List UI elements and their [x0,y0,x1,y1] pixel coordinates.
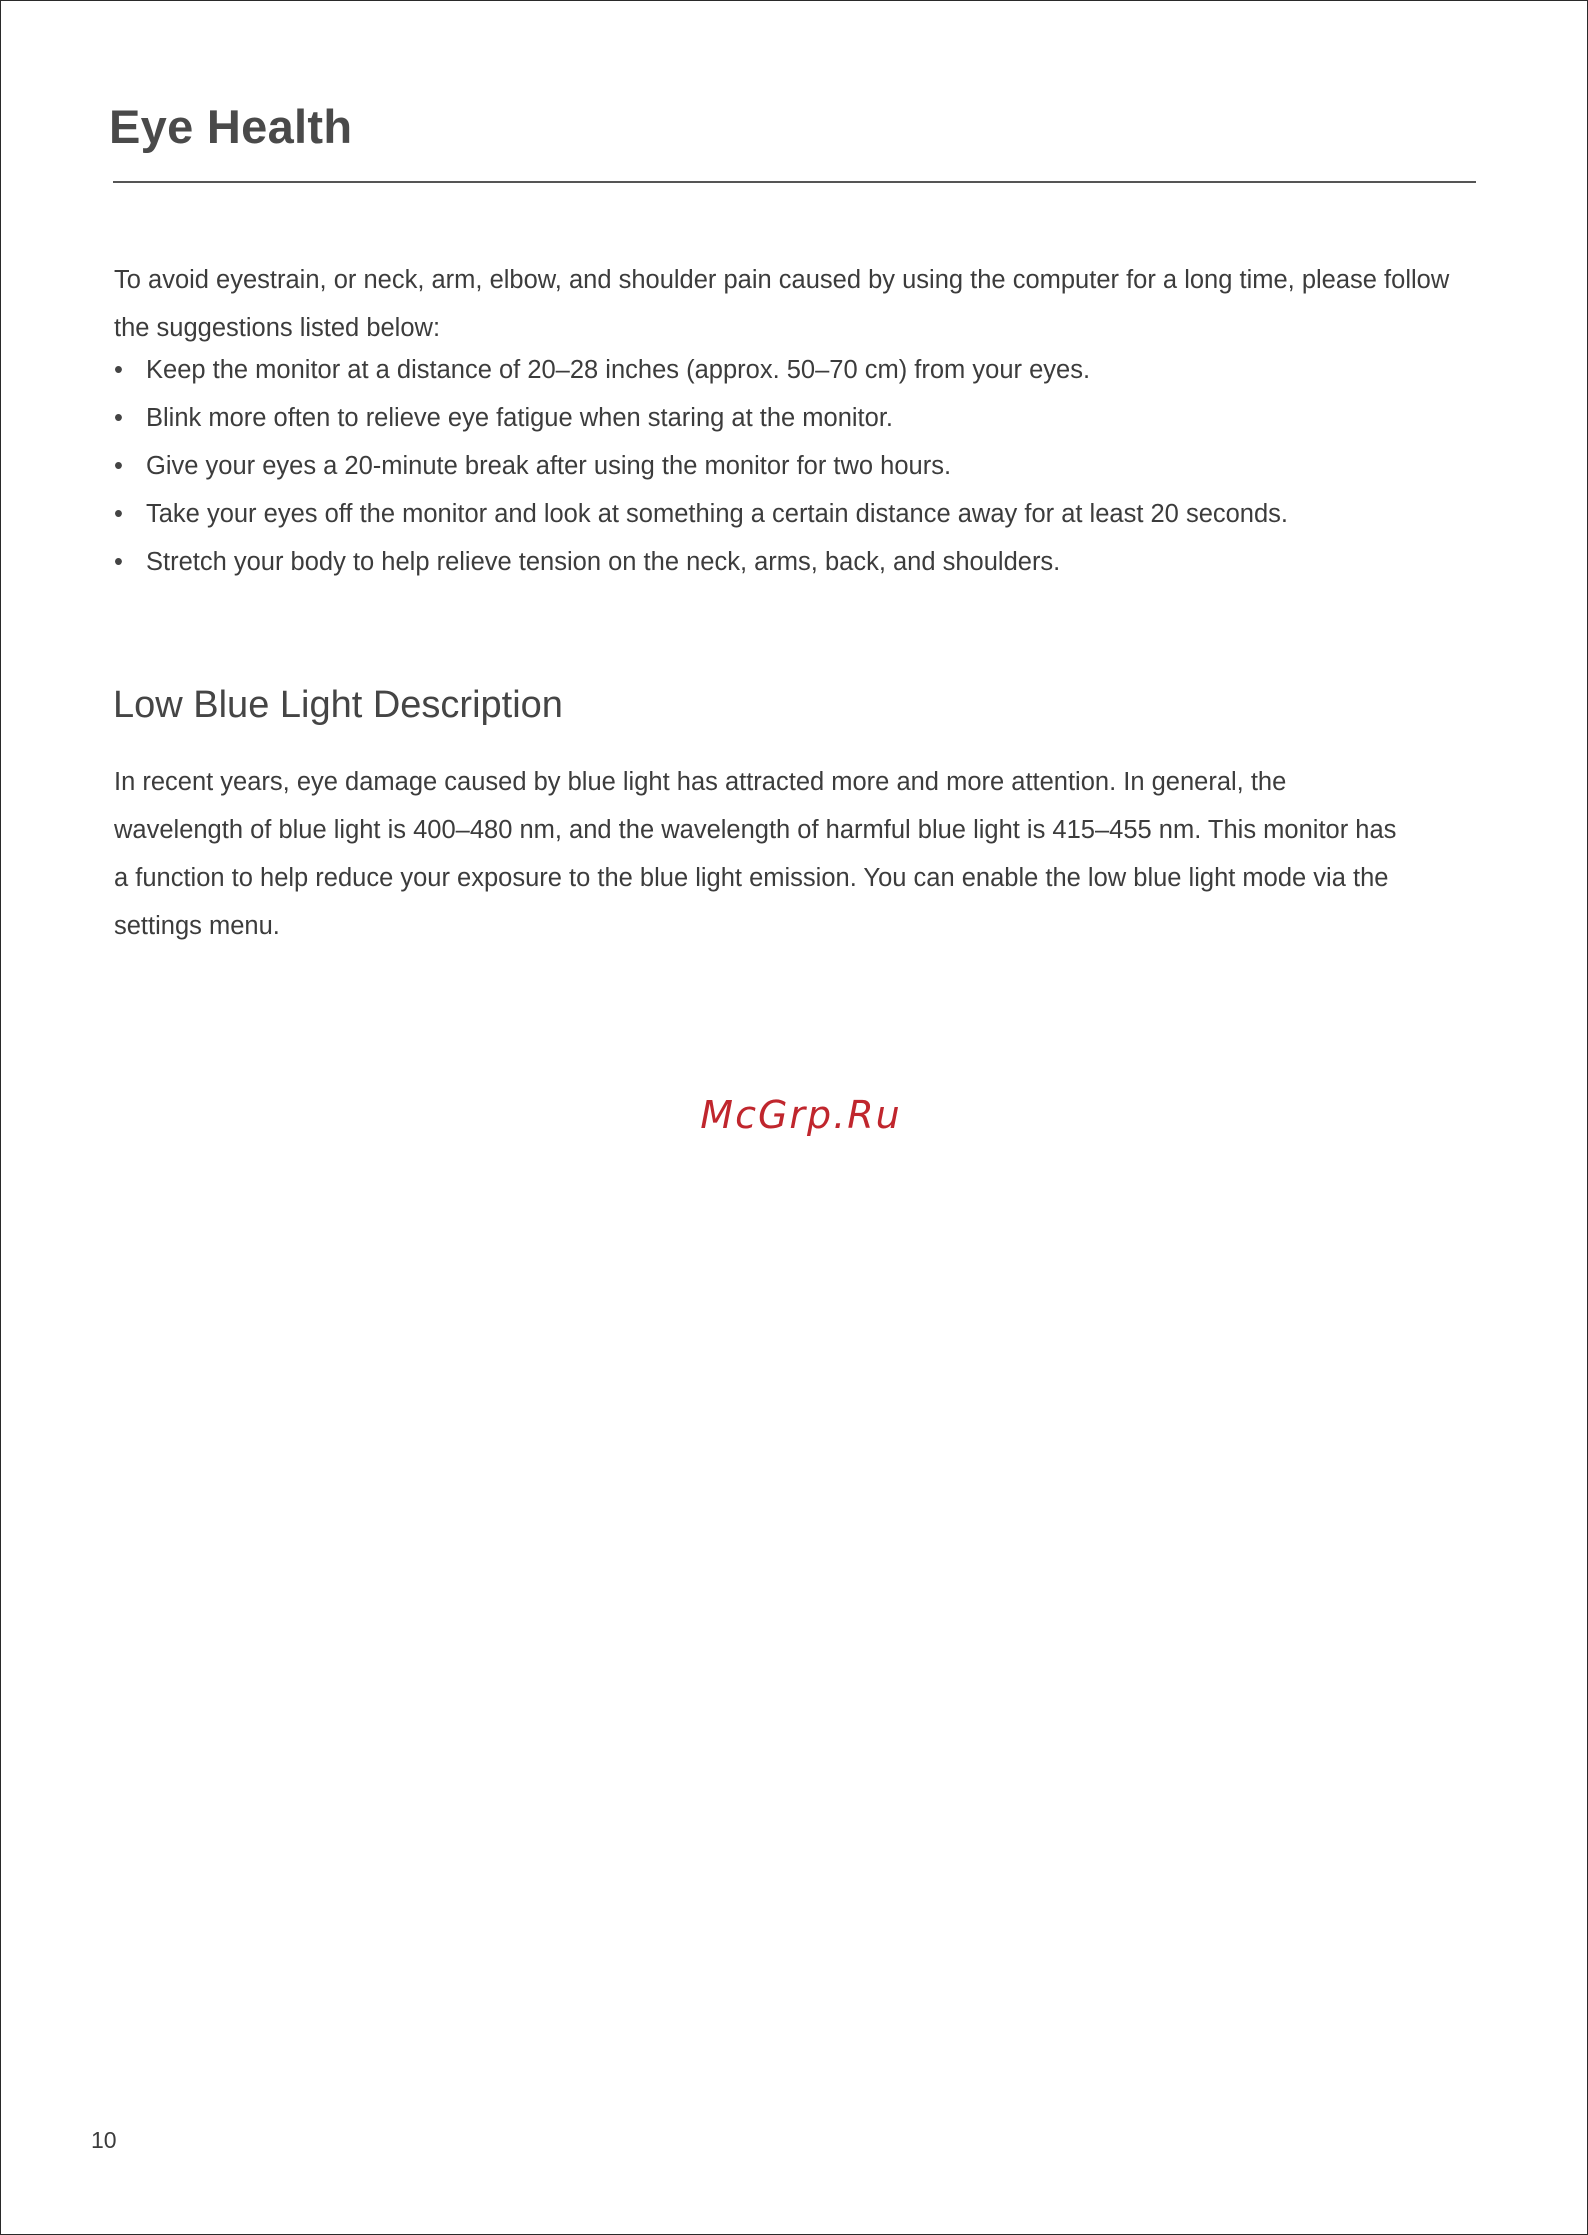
bullet-icon: • [114,452,123,480]
suggestion-list [114,346,1494,586]
list-item [114,346,1494,394]
suggestion-text: Take your eyes off the monitor and look at something a certain distance away for at least 20 seconds. [146,500,1289,528]
list-item [114,394,1494,442]
bullet-icon: • [114,548,123,576]
page-title: Eye Health [109,100,353,153]
suggestion-text: Give your eyes a 20-minute break after using the monitor for two hours. [146,452,952,480]
list-item [114,442,1494,490]
title-divider [113,181,1476,183]
low-blue-light-paragraph: In recent years, eye damage caused by blue light has attracted more and more attention. In general, the wavelength of blue light is 400–480 nm, and the wavelength of harmful blue light is 415–455 nm. This monitor has a function to help reduce your exposure to the blue light emission. You can enable the low blue light mode via the settings menu. [114,768,1397,940]
list-item [114,490,1494,538]
page-number: 10 [91,2127,117,2153]
watermark-text: McGrp.Ru [700,1093,902,1137]
list-item [114,538,1494,586]
bullet-icon: • [114,404,123,432]
suggestion-text: Stretch your body to help relieve tension on the neck, arms, back, and shoulders. [146,548,1061,576]
bullet-icon: • [114,500,123,528]
bullet-icon: • [114,356,123,384]
intro-paragraph: To avoid eyestrain, or neck, arm, elbow, and shoulder pain caused by using the computer for a long time, please follow the suggestions listed below: [114,266,1450,342]
suggestion-text: Keep the monitor at a distance of 20–28 inches (approx. 50–70 cm) from your eyes. [146,356,1091,384]
section-heading: Low Blue Light Description [113,684,563,726]
suggestion-text: Blink more often to relieve eye fatigue when staring at the monitor. [146,404,893,432]
